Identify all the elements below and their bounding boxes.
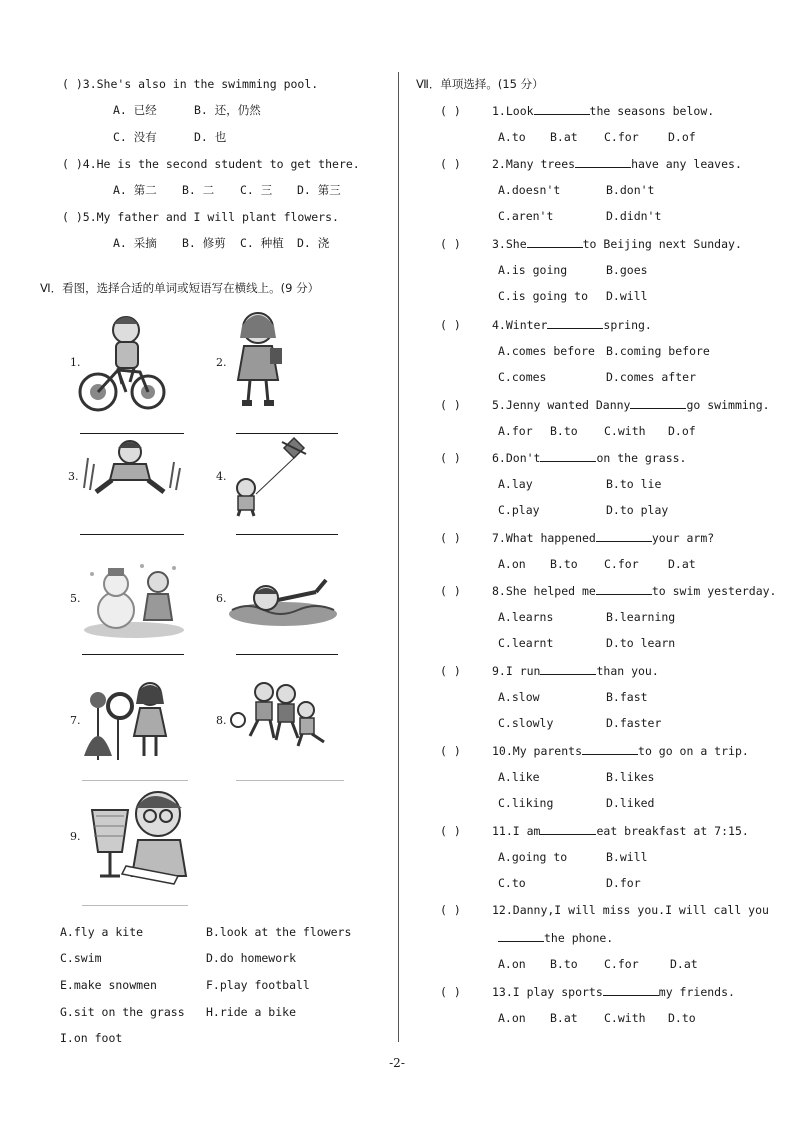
choice: I.on foot — [60, 1031, 123, 1045]
answer-paren[interactable]: ( ) — [440, 531, 461, 545]
boy-sitting-on-grass-illustration — [80, 438, 184, 502]
option[interactable]: A. 采摘 — [113, 236, 157, 250]
answer-line[interactable] — [82, 905, 188, 906]
answer-line[interactable] — [80, 534, 184, 535]
picture-number: 9. — [70, 830, 81, 843]
question-text: 10.My parents — [492, 744, 583, 758]
answer-paren[interactable]: ( ) — [440, 398, 461, 412]
option[interactable]: B.at — [550, 1011, 578, 1025]
option[interactable]: A.doesn't — [498, 183, 561, 197]
question-2 — [440, 155, 742, 172]
question-13 — [440, 983, 735, 1000]
choice: F.play football — [206, 978, 310, 992]
option[interactable]: B.coming before — [606, 344, 710, 358]
option[interactable]: D.liked — [606, 796, 655, 810]
option[interactable]: C.play — [498, 503, 540, 517]
choice: A.fly a kite — [60, 925, 144, 939]
answer-paren[interactable]: ( ) — [440, 744, 461, 758]
question-text: my friends. — [658, 985, 735, 999]
answer-paren[interactable]: ( ) — [440, 824, 461, 838]
option[interactable]: D. 浇 — [297, 236, 330, 250]
choice: B.look at the flowers — [206, 925, 352, 939]
answer-paren[interactable]: ( ) — [62, 157, 83, 171]
answer-paren[interactable]: ( ) — [62, 210, 83, 224]
option[interactable]: C. 种植 — [240, 236, 284, 250]
question-text: 7.What happened — [492, 531, 596, 545]
question-text: 11.I am — [492, 824, 541, 838]
option[interactable]: A.on — [498, 557, 526, 571]
option[interactable]: B.at — [550, 130, 578, 144]
option[interactable]: D.to learn — [606, 636, 676, 650]
option[interactable]: A.on — [498, 1011, 526, 1025]
answer-paren[interactable]: ( ) — [440, 318, 461, 332]
option[interactable]: B.don't — [606, 183, 655, 197]
option[interactable]: B.learning — [606, 610, 676, 624]
question-text: 6.Don't — [492, 451, 541, 465]
option[interactable]: D.of — [668, 424, 696, 438]
question-12 — [440, 902, 769, 918]
answer-paren[interactable]: ( ) — [440, 664, 461, 678]
option[interactable]: D.to play — [606, 503, 669, 517]
column-divider — [398, 72, 399, 1042]
picture-number: 6. — [216, 592, 227, 605]
fill-blank[interactable] — [534, 102, 590, 115]
option[interactable]: C.is going to — [498, 289, 589, 303]
question-text: on the grass. — [596, 451, 687, 465]
boys-playing-football-illustration — [228, 680, 332, 750]
question-text: 12.Danny,I will miss you.I will call you — [492, 903, 769, 917]
option[interactable]: A.going to — [498, 850, 568, 864]
option[interactable]: D.to — [668, 1011, 696, 1025]
question-text: 3.She's also in the swimming pool. — [82, 77, 319, 91]
option[interactable]: D.for — [606, 876, 641, 890]
choice: G.sit on the grass — [60, 1005, 185, 1019]
fill-blank[interactable] — [527, 235, 583, 248]
question-text: 13.I play sports — [492, 985, 603, 999]
picture-number: 7. — [70, 714, 81, 727]
answer-line[interactable] — [82, 780, 188, 781]
question-9 — [440, 662, 659, 679]
option[interactable]: B.to — [550, 424, 578, 438]
question-6 — [440, 449, 686, 466]
option[interactable]: B.to — [550, 557, 578, 571]
page-number: -2- — [389, 1056, 405, 1070]
answer-paren[interactable]: ( ) — [62, 77, 83, 91]
option[interactable]: B.likes — [606, 770, 655, 784]
option[interactable]: A. 已经 — [113, 103, 157, 117]
option[interactable]: A.to — [498, 130, 526, 144]
fill-blank[interactable] — [540, 662, 596, 675]
picture-number: 2. — [216, 356, 227, 369]
option[interactable]: D.at — [668, 557, 696, 571]
question-11 — [440, 822, 749, 839]
question-text: to Beijing next Sunday. — [582, 237, 742, 251]
answer-paren[interactable]: ( ) — [440, 237, 461, 251]
boy-swimming-illustration — [228, 570, 338, 634]
section-7-title: Ⅶ．单项选择。(15 分） — [416, 77, 544, 91]
question-text: spring. — [603, 318, 652, 332]
picture-number: 8. — [216, 714, 227, 727]
answer-paren[interactable]: ( ) — [440, 157, 461, 171]
answer-paren[interactable]: ( ) — [440, 104, 461, 118]
option[interactable]: A. 第二 — [113, 183, 157, 197]
option[interactable]: C.slowly — [498, 716, 554, 730]
option[interactable]: D.comes after — [606, 370, 697, 384]
question-text: your arm? — [651, 531, 715, 545]
option[interactable]: B. 二 — [182, 183, 215, 197]
option[interactable]: C.aren't — [498, 209, 554, 223]
answer-paren[interactable]: ( ) — [440, 451, 461, 465]
making-snowmen-illustration — [82, 560, 186, 640]
choice: C.swim — [60, 951, 102, 965]
option[interactable]: B.will — [606, 850, 648, 864]
question-3 — [440, 235, 742, 252]
fill-blank[interactable] — [596, 582, 652, 595]
answer-line[interactable] — [236, 780, 344, 781]
question-4 — [440, 316, 652, 333]
question-3 — [62, 76, 318, 92]
choice: H.ride a bike — [206, 1005, 297, 1019]
fill-blank[interactable] — [596, 529, 652, 542]
option[interactable]: D.of — [668, 130, 696, 144]
question-12-continued — [498, 929, 613, 946]
fill-blank[interactable] — [603, 983, 659, 996]
option[interactable]: A.learns — [498, 610, 554, 624]
question-text: 1.Look — [492, 104, 534, 118]
option[interactable]: A.for — [498, 424, 533, 438]
option[interactable]: D.faster — [606, 716, 662, 730]
option[interactable]: B. 还，仍然 — [194, 103, 261, 117]
picture-number: 1. — [70, 356, 81, 369]
question-text: 4.Winter — [492, 318, 548, 332]
boy-doing-homework-illustration — [82, 786, 192, 892]
option[interactable]: B.goes — [606, 263, 648, 277]
option[interactable]: C.learnt — [498, 636, 554, 650]
answer-line[interactable] — [80, 433, 184, 434]
option[interactable]: C. 没有 — [113, 130, 157, 144]
answer-paren[interactable]: ( ) — [440, 903, 461, 917]
option[interactable]: C.comes — [498, 370, 547, 384]
option[interactable]: A.lay — [498, 477, 533, 491]
question-10 — [440, 742, 749, 759]
option[interactable]: D.at — [670, 957, 698, 971]
option[interactable]: C. 三 — [240, 183, 273, 197]
fill-blank[interactable] — [575, 155, 631, 168]
question-text: to go on a trip. — [638, 744, 749, 758]
option[interactable]: C.for — [604, 130, 639, 144]
option[interactable]: A.like — [498, 770, 540, 784]
option[interactable]: B.to lie — [606, 477, 662, 491]
answer-line[interactable] — [236, 534, 338, 535]
question-text: have any leaves. — [631, 157, 742, 171]
question-text: than you. — [596, 664, 659, 678]
answer-line[interactable] — [82, 654, 184, 655]
option[interactable]: D.didn't — [606, 209, 662, 223]
question-5 — [62, 209, 339, 225]
option[interactable]: A.slow — [498, 690, 540, 704]
fill-blank[interactable] — [547, 316, 603, 329]
question-text: 3.She — [492, 237, 527, 251]
answer-paren[interactable]: ( ) — [440, 985, 461, 999]
option[interactable]: C.for — [604, 957, 639, 971]
answer-paren[interactable]: ( ) — [440, 584, 461, 598]
fill-blank[interactable] — [498, 929, 544, 942]
boy-riding-bike-illustration — [78, 310, 168, 414]
question-1 — [440, 102, 714, 119]
girl-illustration — [232, 308, 288, 410]
question-text: 5.My father and I will plant flowers. — [82, 210, 339, 224]
fill-blank[interactable] — [540, 822, 596, 835]
option[interactable]: C.liking — [498, 796, 554, 810]
option[interactable]: A.is going — [498, 263, 568, 277]
question-text: to swim yesterday. — [651, 584, 777, 598]
question-text: 4.He is the second student to get there. — [82, 157, 360, 171]
question-5 — [440, 396, 770, 413]
question-text: 2.Many trees — [492, 157, 576, 171]
option[interactable]: D.will — [606, 289, 648, 303]
question-text: the seasons below. — [589, 104, 715, 118]
choice: E.make snowmen — [60, 978, 157, 992]
option[interactable]: D. 第三 — [297, 183, 341, 197]
option[interactable]: C.for — [604, 557, 639, 571]
question-text: 9.I run — [492, 664, 541, 678]
question-text: 8.She helped me — [492, 584, 596, 598]
question-8 — [440, 582, 776, 599]
question-7 — [440, 529, 714, 546]
option[interactable]: C.to — [498, 876, 526, 890]
option[interactable]: B. 修剪 — [182, 236, 226, 250]
fill-blank[interactable] — [540, 449, 596, 462]
picture-number: 5. — [70, 592, 81, 605]
fill-blank[interactable] — [582, 742, 638, 755]
fill-blank[interactable] — [630, 396, 686, 409]
boy-flying-kite-illustration — [226, 436, 326, 518]
option[interactable]: C.with — [604, 424, 646, 438]
option[interactable]: B.to — [550, 957, 578, 971]
choice: D.do homework — [206, 951, 297, 965]
option[interactable]: A.comes before — [498, 344, 595, 358]
option[interactable]: B.fast — [606, 690, 648, 704]
question-text: the phone. — [544, 931, 614, 945]
answer-line[interactable] — [236, 433, 338, 434]
question-text: go swimming. — [686, 398, 770, 412]
question-text: eat breakfast at 7:15. — [596, 824, 749, 838]
question-text: 5.Jenny wanted Danny — [492, 398, 631, 412]
girl-looking-at-flowers-illustration — [80, 676, 180, 762]
question-4 — [62, 156, 360, 172]
answer-line[interactable] — [236, 654, 338, 655]
picture-number: 3. — [68, 470, 79, 483]
picture-number: 4. — [216, 470, 227, 483]
section-6-title: Ⅵ．看图，选择合适的单词或短语写在横线上。(9 分） — [40, 281, 320, 295]
option[interactable]: D. 也 — [194, 130, 227, 144]
option[interactable]: A.on — [498, 957, 526, 971]
option[interactable]: C.with — [604, 1011, 646, 1025]
